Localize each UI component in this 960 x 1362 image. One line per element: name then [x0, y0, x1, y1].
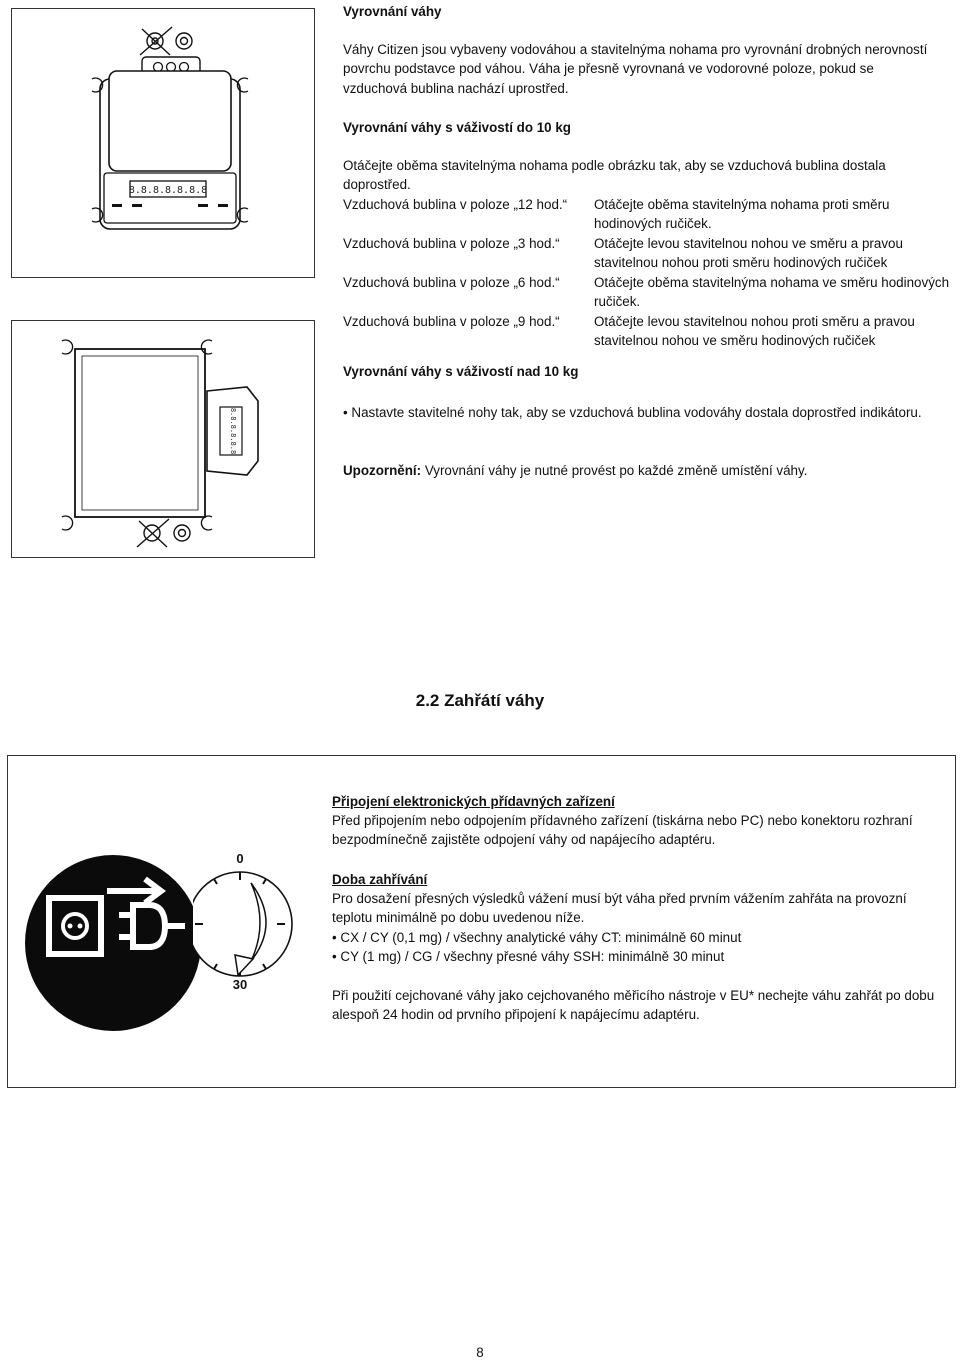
weighing-pan — [109, 71, 231, 171]
warning-text: Vyrovnání váhy je nutné provést po každé změně umístění váhy. — [421, 463, 808, 478]
warmup-text: Pro dosažení přesných výsledků vážení musí být váha před prvním vážením zahřáta na provozní teplotu minimálně po dobu uvedenou níže. — [332, 891, 907, 926]
position-instruction: Otáčejte oběma stavitelnýma nohama proti směru hodinových ručiček. — [594, 197, 890, 232]
platform — [75, 349, 205, 517]
position-instruction: Otáčejte oběma stavitelnýma nohama ve směru hodinových ručiček. — [594, 275, 950, 310]
warmup-info-box — [7, 755, 956, 1088]
large-scale-drawing — [12, 321, 314, 557]
warmup-title: Doba zahřívání — [332, 872, 428, 887]
dial-label-end: 30 — [232, 977, 248, 991]
over-10kg-bullet: • Nastavte stavitelné nohy tak, aby se vzduchová bublina vodováhy dostala doprostřed indikátoru. — [343, 405, 922, 420]
intro-paragraph: Váhy Citizen jsou vybaveny vodováhou a stavitelnýma nohama pro vyrovnání drobných nerovností povrchu podstavce pod váhou. Váha je přesně vyrovnaná ve vodorovné poloze, pokud se vzduchová bublina nachází uprostřed. — [343, 42, 928, 96]
small-scale-figure — [11, 8, 315, 278]
under-10kg-instructions: Otáčejte oběma stavitelnýma nohama podle obrázku tak, aby se vzduchová bublina dostala doprostřed. — [343, 158, 886, 193]
warning-note — [343, 461, 943, 480]
position-instruction: Otáčejte levou stavitelnou nohou proti směru a pravou stavitelnou nohou ve směru hodinových ručiček — [594, 314, 915, 349]
warmup-bullet: • CY (1 mg) / CG / všechny přesné váhy SSH: minimálně 30 minut — [332, 949, 725, 964]
dial-label-start: 0 — [236, 851, 244, 866]
warmup-timer-icon — [193, 851, 303, 991]
connect-title: Připojení elektronických přídavných zařízení — [332, 794, 615, 809]
small-scale-drawing — [12, 9, 314, 277]
warning-label: Upozornění: — [343, 463, 422, 478]
unplug-warning-icon — [23, 853, 203, 1033]
position-label: Vzduchová bublina v poloze „9 hod.“ — [343, 314, 560, 329]
indicator-digits: 8.8.8.8.8.8 — [229, 407, 237, 455]
foot-right-icon — [176, 33, 192, 49]
verified-scale-note: Při použití cejchované váhy jako cejchovaného měřicího nástroje v EU* nechejte váhu zahřát po dobu alespoň 24 hodin od prvního připojení k napájecímu adaptéru. — [332, 988, 935, 1023]
section-title: Vyrovnání váhy — [343, 4, 442, 19]
connect-text: Před připojením nebo odpojením přídavného zařízení (tiskárna nebo PC) nebo konektoru rozhraní bezpodmínečně zajistěte odpojení váhy od napájecího adaptéru. — [332, 813, 913, 848]
foot-left-crossed-icon — [137, 519, 169, 547]
display-digits: 8.8.8.8.8.8.8 — [128, 185, 208, 196]
foot-left-crossed-icon — [140, 27, 172, 55]
page-number: 8 — [476, 1345, 484, 1360]
position-label: Vzduchová bublina v poloze „6 hod.“ — [343, 275, 560, 290]
position-instruction: Otáčejte levou stavitelnou nohou ve směru a pravou stavitelnou nohou proti směru hodinových ručiček — [594, 236, 903, 271]
warmup-bullet: • CX / CY (0,1 mg) / všechny analytické váhy CT: minimálně 60 minut — [332, 930, 742, 945]
foot-right-icon — [174, 525, 190, 541]
position-label: Vzduchová bublina v poloze „3 hod.“ — [343, 236, 560, 251]
subsection-title-under-10kg: Vyrovnání váhy s váživostí do 10 kg — [343, 120, 571, 135]
subsection-title-over-10kg: Vyrovnání váhy s váživostí nad 10 kg — [343, 364, 579, 379]
large-scale-figure — [11, 320, 315, 558]
position-label: Vzduchová bublina v poloze „12 hod.“ — [343, 197, 568, 212]
section-heading-warmup: 2.2 Zahřátí váhy — [415, 691, 545, 710]
